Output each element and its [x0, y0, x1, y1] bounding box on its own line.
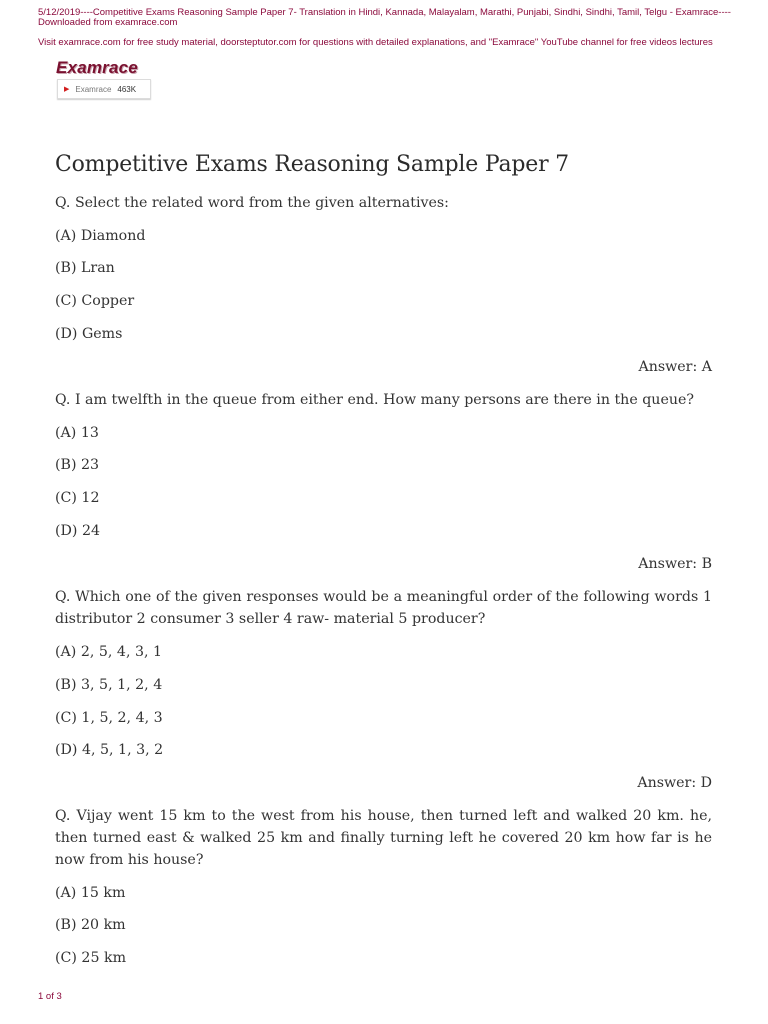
page-number: 1 of 3 [38, 991, 62, 1002]
page-title: Competitive Exams Reasoning Sample Paper 7 [55, 152, 569, 177]
header-visit-line: Visit examrace.com for free study material, doorsteptutor.com for questions with detailed explanations, and "Examrace" YouTube channel for free videos lectures [38, 37, 713, 48]
option-c: (C) 1, 5, 2, 4, 3 [55, 710, 163, 726]
option-b: (B) Lran [55, 260, 115, 276]
examrace-logo[interactable]: Examrace [56, 58, 138, 77]
option-c: (C) 12 [55, 490, 100, 506]
option-d: (D) 4, 5, 1, 3, 2 [55, 742, 164, 758]
youtube-subscribe-widget[interactable] [57, 79, 151, 99]
option-c: (C) Copper [55, 293, 135, 309]
play-icon: ▶ [64, 86, 70, 93]
option-d: (D) 24 [55, 523, 101, 539]
option-b: (B) 23 [55, 457, 100, 473]
header-title-line: 5/12/2019----Competitive Exams Reasoning Sample Paper 7- Translation in Hindi, Kannada, Malayalam, Marathi, Punjabi, Sindhi, Sindhi, Tamil, Telgu - Examrace----Downloaded from examrace.com [38, 7, 731, 28]
option-a: (A) 13 [55, 425, 99, 441]
answer-label: Answer: D [637, 775, 712, 791]
option-b: (B) 3, 5, 1, 2, 4 [55, 677, 163, 693]
option-a: (A) 2, 5, 4, 3, 1 [55, 644, 163, 660]
question-text: Q. Select the related word from the given alternatives: [55, 195, 449, 211]
question-text: Q. Which one of the given responses would be a meaningful order of the following words 1 distributor 2 consumer 3 seller 4 raw- material 5 producer? [55, 589, 712, 627]
subscriber-count: 463K [117, 84, 137, 94]
question-text: Q. I am twelfth in the queue from either end. How many persons are there in the queue? [55, 392, 694, 408]
option-d: (D) Gems [55, 326, 123, 342]
option-c: (C) 25 km [55, 950, 127, 966]
option-b: (B) 20 km [55, 917, 126, 933]
answer-label: Answer: B [638, 556, 712, 572]
option-a: (A) Diamond [55, 228, 146, 244]
question-text: Q. Vijay went 15 km to the west from his house, then turned left and walked 20 km. he, then turned east & walked 25 km and finally turning left he covered 20 km how far is he now from his house? [55, 808, 712, 868]
answer-label: Answer: A [638, 359, 712, 375]
youtube-channel-name: Examrace [75, 84, 112, 94]
option-a: (A) 15 km [55, 885, 126, 901]
